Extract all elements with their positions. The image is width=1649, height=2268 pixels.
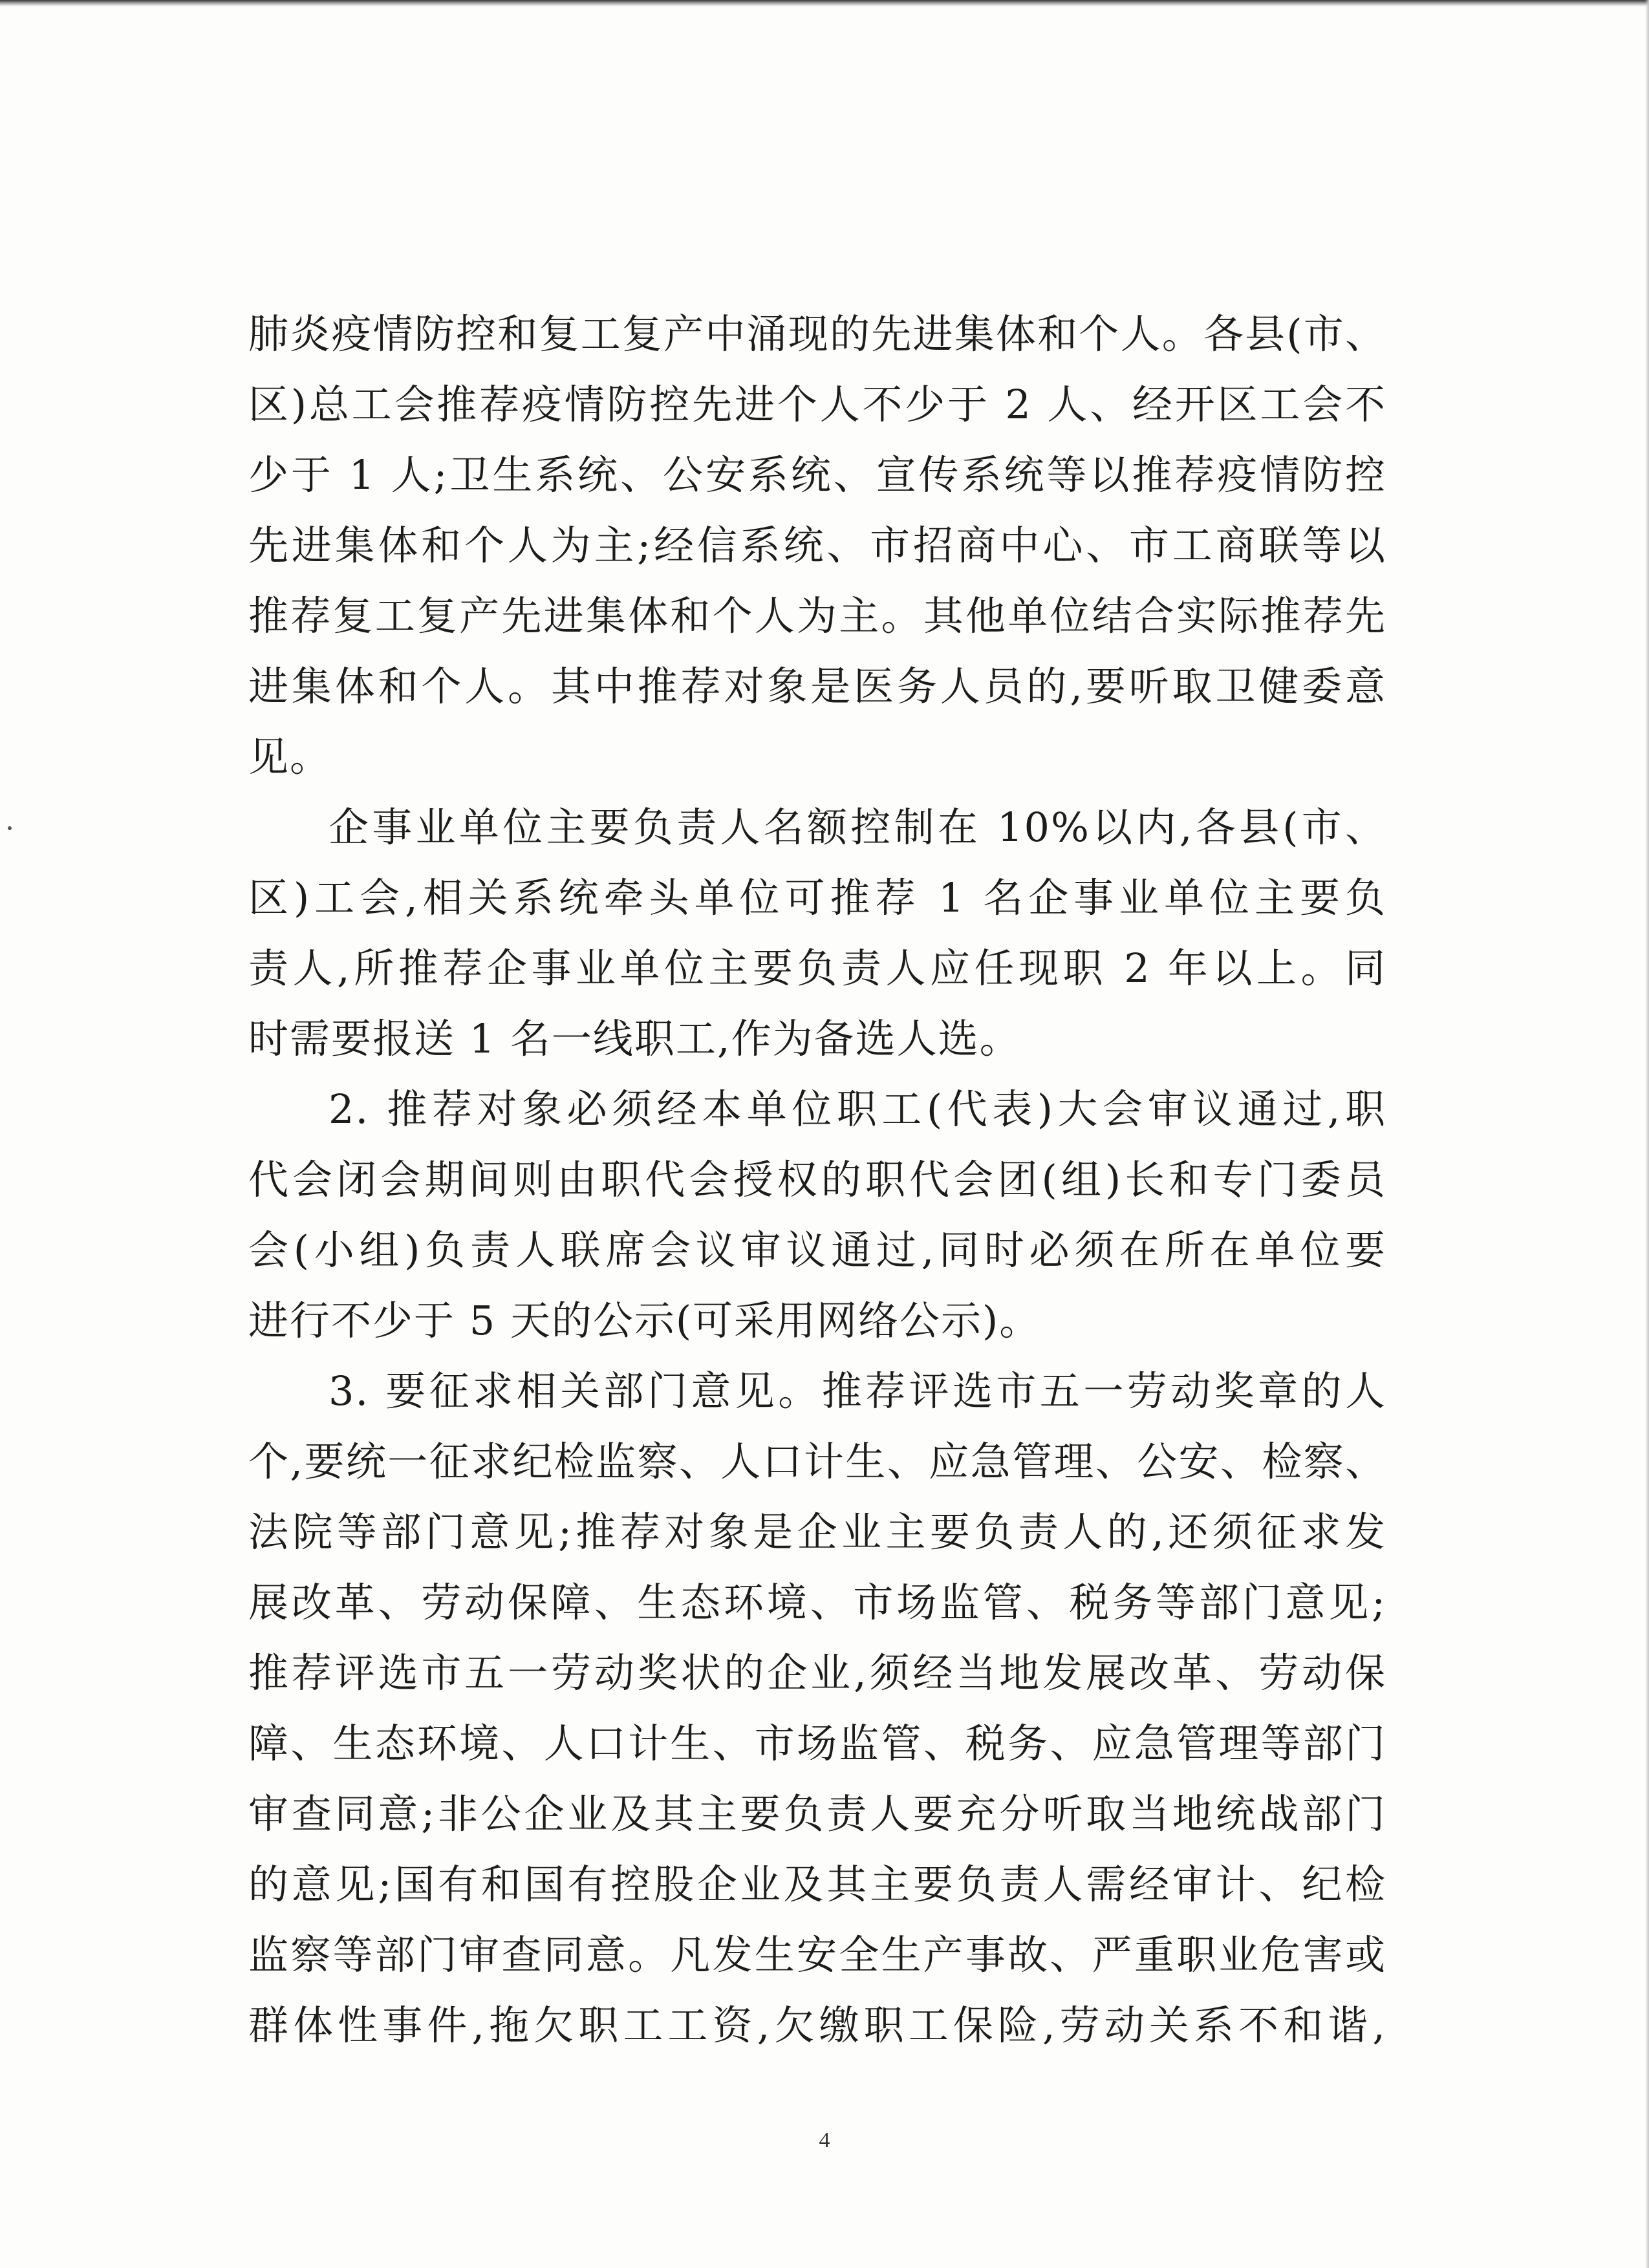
text-line: 展改革、劳动保障、生态环境、市场监管、税务等部门意见;: [248, 1579, 1386, 1626]
text-line: 少于 1 人;卫生系统、公安系统、宣传系统等以推荐疫情防控: [248, 451, 1386, 498]
text-line: 区)工会,相关系统牵头单位可推荐 1 名企事业单位主要负: [248, 874, 1386, 921]
scan-right-edge: [1645, 0, 1649, 2268]
text-line: 推荐评选市五一劳动奖状的企业,须经当地发展改革、劳动保: [248, 1649, 1386, 1696]
page-number: 4: [819, 2128, 830, 2152]
text-line: 先进集体和个人为主;经信系统、市招商中心、市工商联等以: [248, 522, 1386, 569]
text-line: 障、生态环境、人口计生、市场监管、税务、应急管理等部门: [248, 1720, 1386, 1767]
text-line: 会(小组)负责人联席会议审议通过,同时必须在所在单位要: [248, 1226, 1386, 1274]
scan-top-edge: [0, 0, 1649, 6]
text-line: 审查同意;非公企业及其主要负责人要充分听取当地统战部门: [248, 1790, 1386, 1837]
text-line: 见。: [248, 733, 332, 780]
text-line: 进行不少于 5 天的公示(可采用网络公示)。: [248, 1297, 1041, 1344]
body-text: [248, 299, 1386, 2060]
text-line: 区)总工会推荐疫情防控先进个人不少于 2 人、经开区工会不: [248, 381, 1386, 428]
text-line: 责人,所推荐企事业单位主要负责人应任现职 2 年以上。同: [248, 945, 1386, 992]
text-line: 肺炎疫情防控和复工复产中涌现的先进集体和个人。各县(市、: [248, 310, 1386, 358]
paragraph-first-line: 企事业单位主要负责人名额控制在 10%以内,各县(市、: [329, 804, 1386, 851]
text-line: 推荐复工复产先进集体和个人为主。其他单位结合实际推荐先: [248, 592, 1386, 639]
text-line: 时需要报送 1 名一线职工,作为备选人选。: [248, 1015, 1021, 1062]
text-line: 监察等部门审查同意。凡发生安全生产事故、严重职业危害或: [248, 1931, 1386, 1978]
text-line: 法院等部门意见;推荐对象是企业主要负责人的,还须征求发: [248, 1508, 1386, 1556]
paragraph-first-line: 2. 推荐对象必须经本单位职工(代表)大会审议通过,职: [329, 1086, 1386, 1133]
paragraph-first-line: 3. 要征求相关部门意见。推荐评选市五一劳动奖章的人: [329, 1367, 1386, 1415]
text-line: 的意见;国有和国有控股企业及其主要负责人需经审计、纪检: [248, 1861, 1386, 1908]
text-line: 群体性事件,拖欠职工工资,欠缴职工保险,劳动关系不和谐,: [248, 2002, 1386, 2049]
text-line: 个,要统一征求纪检监察、人口计生、应急管理、公安、检察、: [248, 1438, 1386, 1485]
scan-speck: [8, 826, 12, 830]
text-line: 代会闭会期间则由职代会授权的职代会团(组)长和专门委员: [248, 1156, 1386, 1203]
text-line: 进集体和个人。其中推荐对象是医务人员的,要听取卫健委意: [248, 663, 1386, 710]
